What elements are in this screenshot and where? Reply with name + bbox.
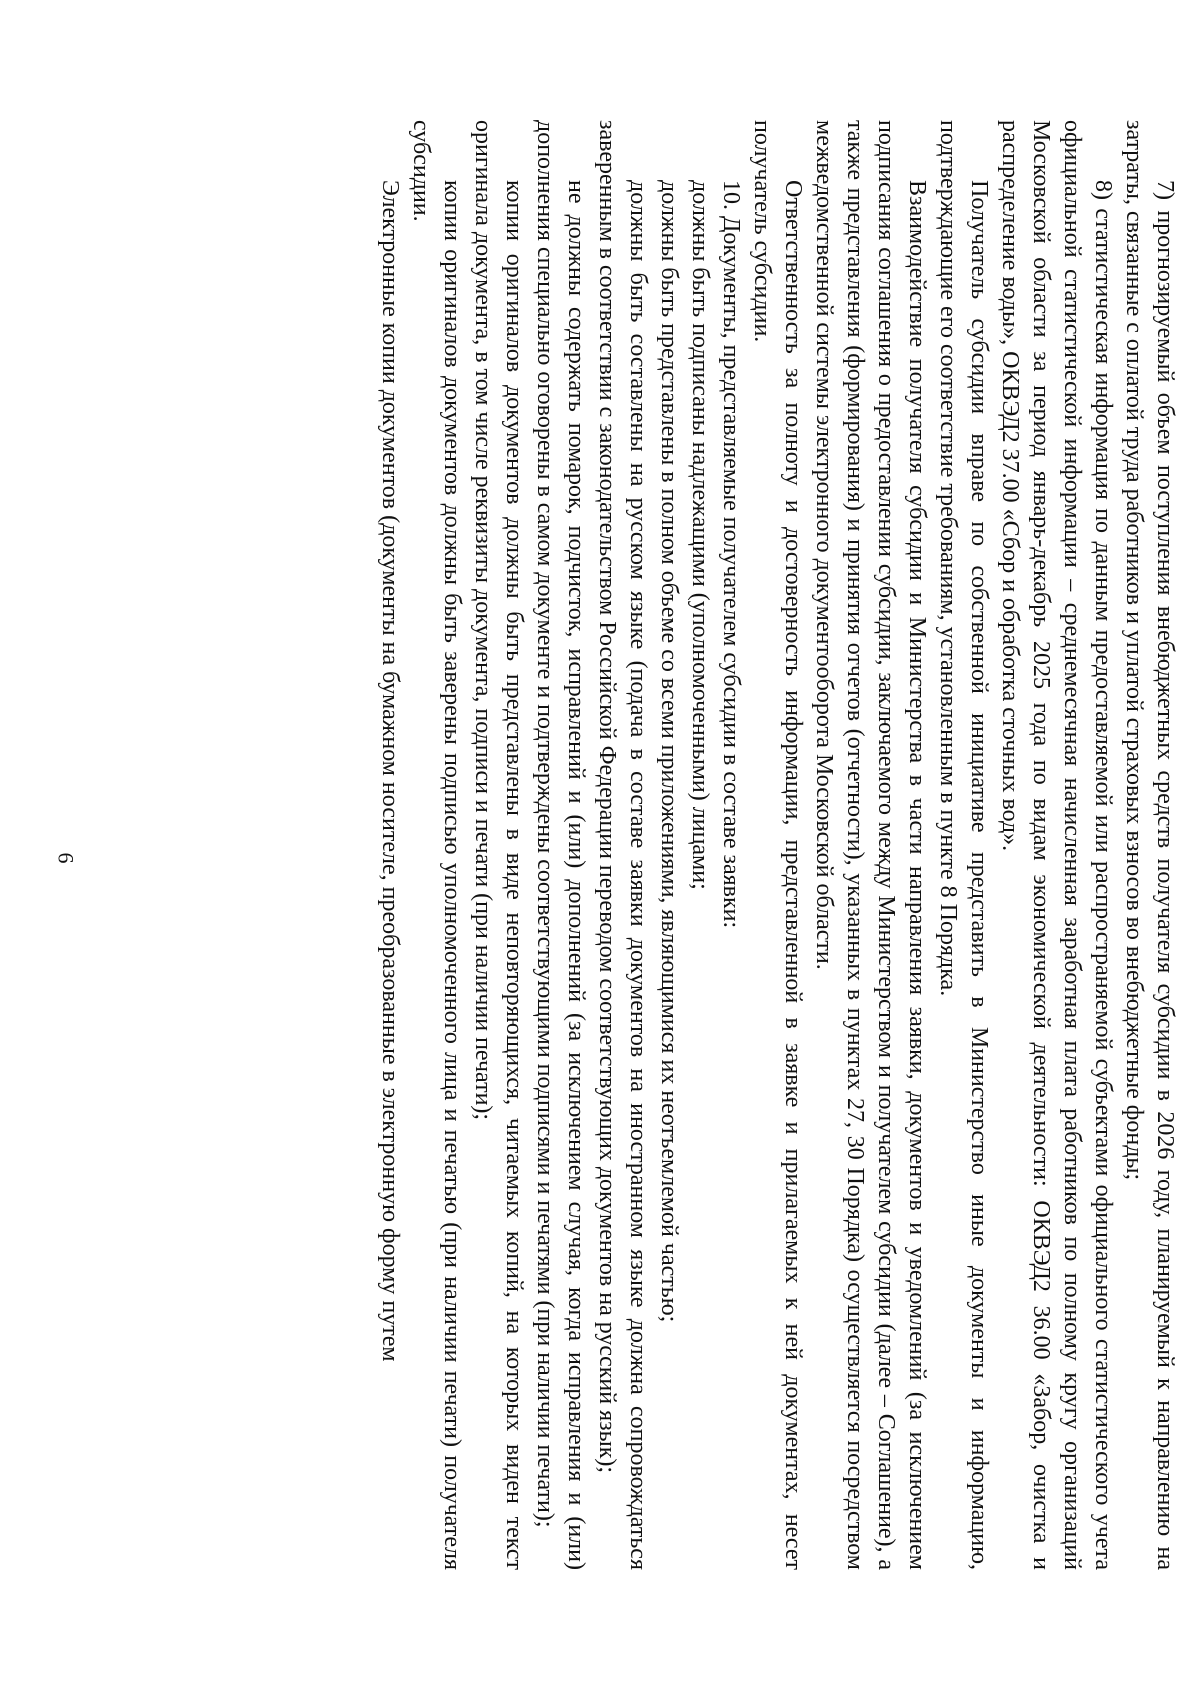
paragraph: копии оригиналов документов должны быть представлены в виде неповторяющихся, читаемых копий, на которых виден текст оригинала документа, в том числе реквизиты документа, подписи и печати (при наличии печати); xyxy=(470,120,527,1570)
paragraph: Получатель субсидии вправе по собственной инициативе представить в Министерство иные документы и информацию, подтверждающие его соответствие требованиям, установленным в пункте 8 Порядка. xyxy=(935,120,992,1570)
paragraph: не должны содержать помарок, подчисток, исправлений и (или) дополнений (за исключением случая, когда исправления и (или) дополнения специально оговорены в самом документе и подтверждены соответствующими подписями и печатями (при наличии печати); xyxy=(532,120,589,1570)
page-number: 6 xyxy=(53,852,79,864)
paragraph: Ответственность за полноту и достоверность информации, представленной в заявке и прилагаемых к ней документах, несет получатель субсидии. xyxy=(749,120,806,1570)
paragraph: Электронные копии документов (документы на бумажном носителе, преобразованные в электронную форму путем xyxy=(377,180,403,1362)
paragraph: должны быть подписаны надлежащими (уполномоченными) лицами; xyxy=(687,180,713,890)
document-body xyxy=(80,120,1180,1570)
paragraph: должны быть составлены на русском языке (подача в составе заявки документов на иностранном языке должна сопровождаться заверенным в соответствии с законодательством Российской Федерации переводом соответствующих документов на русский язык); xyxy=(594,120,651,1570)
paragraph: 10. Документы, представляемые получателем субсидии в составе заявки: xyxy=(718,180,744,929)
paragraph: копии оригиналов документов должны быть заверены подписью уполномоченного лица и печатью (при наличии печати) получателя субсидии. xyxy=(408,120,465,1570)
paragraph: должны быть представлены в полном объеме со всеми приложениями, являющимися их неотъемлемой частью; xyxy=(656,180,682,1323)
paragraph: 7) прогнозируемый объем поступления внебюджетных средств получателя субсидии в 2026 году, планируемый к направлению на затраты, связанные с оплатой труда работников и уплатой страховых взносов во внебюджетные фонды; xyxy=(1121,120,1178,1570)
paragraph: 8) статистическая информация по данным предоставляемой или распространяемой субъектами официального статистического учета официальной статистической информации – среднемесячная начисленная заработная плата работников по полному кругу организаций Московской области за период январь-декабрь 2025 года по видам экономической деятельности: ОКВЭД2 36.00 «Забор, очистка и распределение воды», ОКВЭД2 37.00 «Сбор и обработка сточных вод». xyxy=(997,120,1116,1570)
paragraph: Взаимодействие получателя субсидии и Министерства в части направления заявки, документов и уведомлений (за исключением подписания соглашения о предоставлении субсидии, заключаемого между Министерством и получателем субсидии (далее – Соглашение), а также представления (формирования) и принятия отчетов (отчетности), указанных в пунктах 27, 30 Порядка) осуществляется посредством межведомственной системы электронного документооборота Московской области. xyxy=(811,120,930,1570)
